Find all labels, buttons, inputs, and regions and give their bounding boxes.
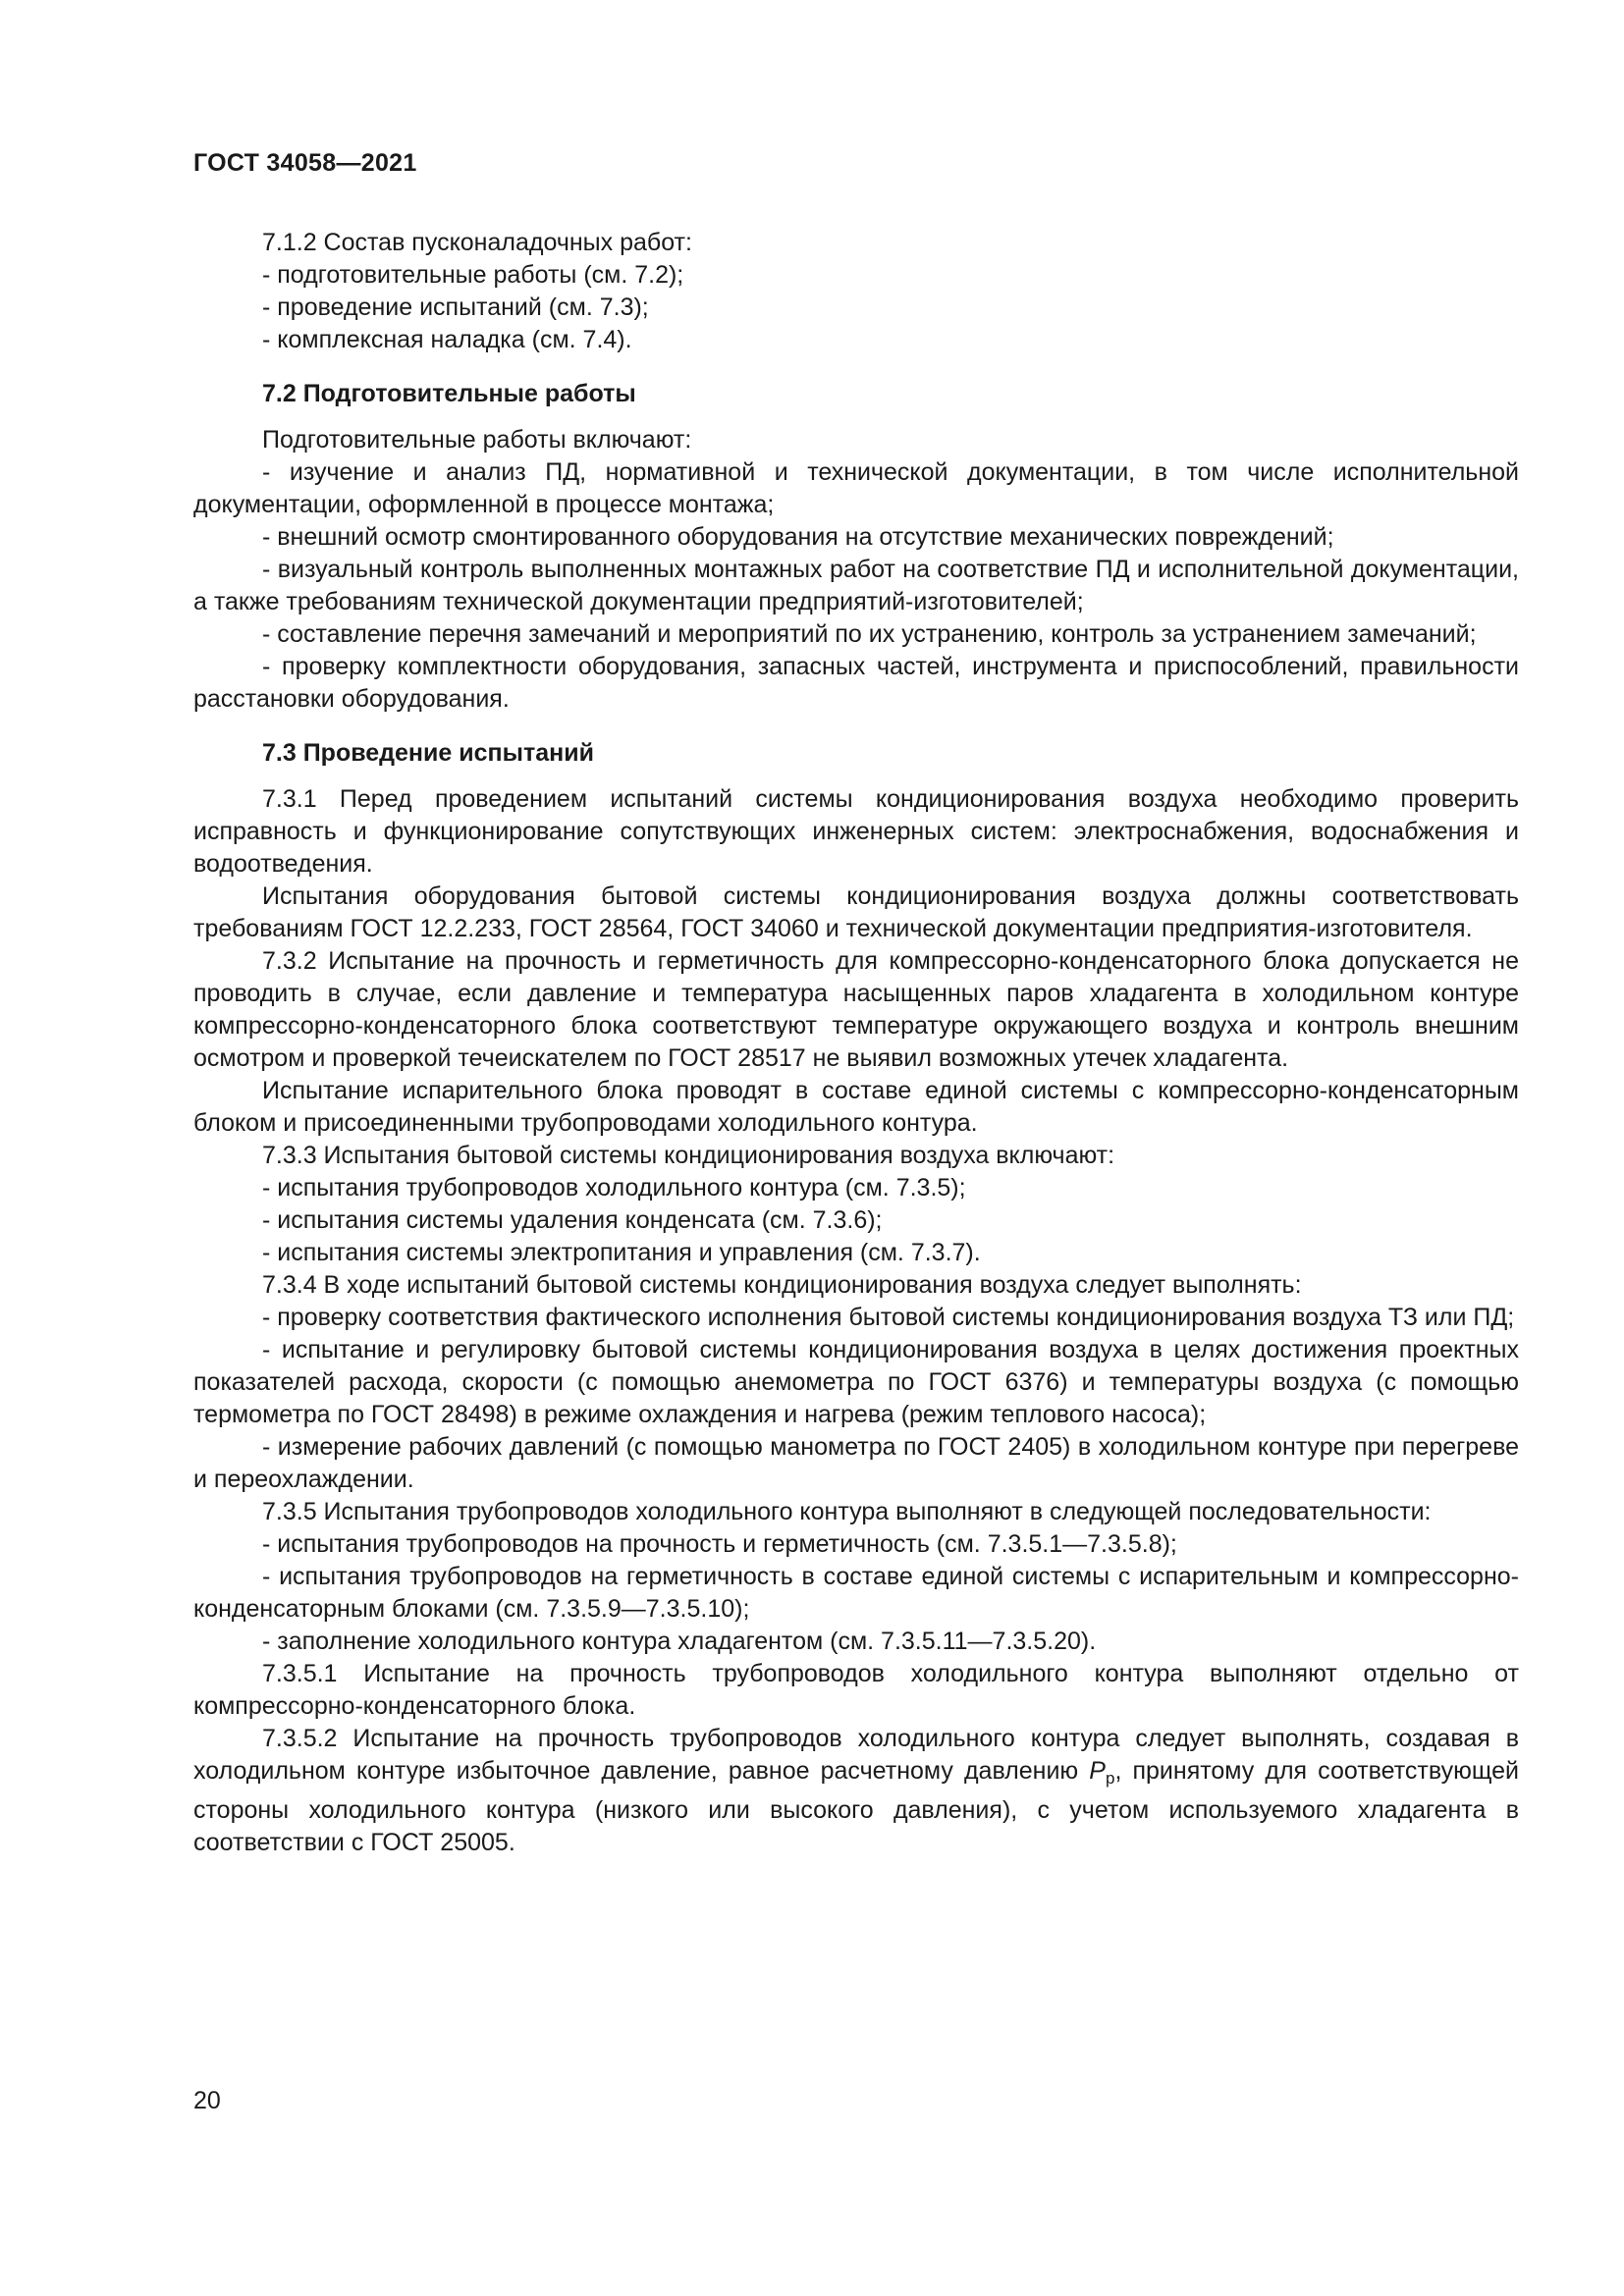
section-7-2-intro: Подготовительные работы включают: <box>262 426 692 454</box>
paragraph-text: 7.3.5.2 Испытание на прочность трубопроводов холодильного контура следует выполнять, создавая в холодильном контуре избыточное давление, равное расчетному давлению <box>193 1725 1519 1785</box>
list-item: - испытания трубопроводов на прочность и герметичность (см. 7.3.5.1—7.3.5.8); <box>262 1530 1177 1558</box>
paragraph-7-3-4: 7.3.4 В ходе испытаний бытовой системы кондиционирования воздуха следует выполнять: <box>262 1271 1302 1299</box>
paragraph: Испытания оборудования бытовой системы кондиционирования воздуха должны соответствовать требованиям ГОСТ 12.2.233, ГОСТ 28564, ГОСТ 34060 и технической документации предприятия-изготовителя. <box>193 882 1519 942</box>
pressure-subscript: р <box>1105 1769 1115 1788</box>
list-item: - проверку соответствия фактического исполнения бытовой системы кондиционирования воздуха ТЗ или ПД; <box>262 1304 1515 1331</box>
list-item: - проведение испытаний (см. 7.3); <box>262 294 649 321</box>
list-item: - проверку комплектности оборудования, запасных частей, инструмента и приспособлений, правильности расстановки оборудования. <box>193 653 1519 713</box>
paragraph: Испытание испарительного блока проводят в составе единой системы с компрессорно-конденсаторным блоком и присоединенными трубопроводами холодильного контура. <box>193 1077 1519 1137</box>
list-item: - изучение и анализ ПД, нормативной и технической документации, в том числе исполнительной документации, оформленной в процессе монтажа; <box>193 458 1519 518</box>
paragraph-7-3-2: 7.3.2 Испытание на прочность и герметичность для компрессорно-конденсаторного блока допускается не проводить в случае, если давление и температура насыщенных паров хладагента в холодильном контуре компрессорно-конденсаторного блока соответствуют температуре окружающего воздуха и контроль внешним осмотром и проверкой течеискателем по ГОСТ 28517 не выявил возможных утечек хладагента. <box>193 947 1519 1072</box>
list-item: - комплексная наладка (см. 7.4). <box>262 326 632 353</box>
document-header: ГОСТ 34058—2021 <box>193 149 417 177</box>
list-item: - испытания трубопроводов холодильного контура (см. 7.3.5); <box>262 1174 966 1201</box>
paragraph-7-3-3: 7.3.3 Испытания бытовой системы кондиционирования воздуха включают: <box>262 1142 1115 1169</box>
paragraph-7-3-5-2 <box>193 1723 1519 1859</box>
list-item: - испытания системы удаления конденсата (см. 7.3.6); <box>262 1206 883 1234</box>
paragraph-7-3-1: 7.3.1 Перед проведением испытаний системы кондиционирования воздуха необходимо проверить исправность и функционирование сопутствующих инженерных систем: электроснабжения, водоснабжения и водоотведения. <box>193 785 1519 878</box>
paragraph-7-3-5: 7.3.5 Испытания трубопроводов холодильного контура выполняют в следующей последовательности: <box>262 1498 1432 1525</box>
list-item: - внешний осмотр смонтированного оборудования на отсутствие механических повреждений; <box>262 523 1334 551</box>
paragraph-7-3-5-1: 7.3.5.1 Испытание на прочность трубопроводов холодильного контура выполняют отдельно от компрессорно-конденсаторного блока. <box>193 1660 1519 1720</box>
list-item: - заполнение холодильного контура хладагентом (см. 7.3.5.11—7.3.5.20). <box>262 1628 1097 1655</box>
list-item: - испытания трубопроводов на герметичность в составе единой системы с испарительным и компрессорно-конденсаторным блоками (см. 7.3.5.9—7.3.5.10); <box>193 1563 1519 1623</box>
paragraph-text: , принятому для соответствующей стороны холодильного контура (низкого или высокого давления), с учетом используемого хладагента в соответствии с ГОСТ 25005. <box>193 1757 1519 1856</box>
list-item: - подготовительные работы (см. 7.2); <box>262 261 684 289</box>
section-7-1-2-intro: 7.1.2 Состав пусконаладочных работ: <box>262 229 692 256</box>
pressure-symbol: P <box>1089 1757 1106 1785</box>
list-item: - визуальный контроль выполненных монтажных работ на соответствие ПД и исполнительной документации, а также требованиям технической документации предприятий-изготовителей; <box>193 556 1519 615</box>
section-7-2-heading: 7.2 Подготовительные работы <box>262 380 636 407</box>
section-7-3-heading: 7.3 Проведение испытаний <box>262 739 594 767</box>
list-item: - испытания системы электропитания и управления (см. 7.3.7). <box>262 1239 981 1266</box>
page-number: 20 <box>193 2087 221 2114</box>
list-item: - составление перечня замечаний и мероприятий по их устранению, контроль за устранением замечаний; <box>262 620 1477 648</box>
list-item: - измерение рабочих давлений (с помощью манометра по ГОСТ 2405) в холодильном контуре при перегреве и переохлаждении. <box>193 1433 1519 1493</box>
document-body <box>193 227 1519 1859</box>
list-item: - испытание и регулировку бытовой системы кондиционирования воздуха в целях достижения проектных показателей расхода, скорости (с помощью анемометра по ГОСТ 6376) и температуры воздуха (с помощью термометра по ГОСТ 28498) в режиме охлаждения и нагрева (режим теплового насоса); <box>193 1336 1519 1428</box>
